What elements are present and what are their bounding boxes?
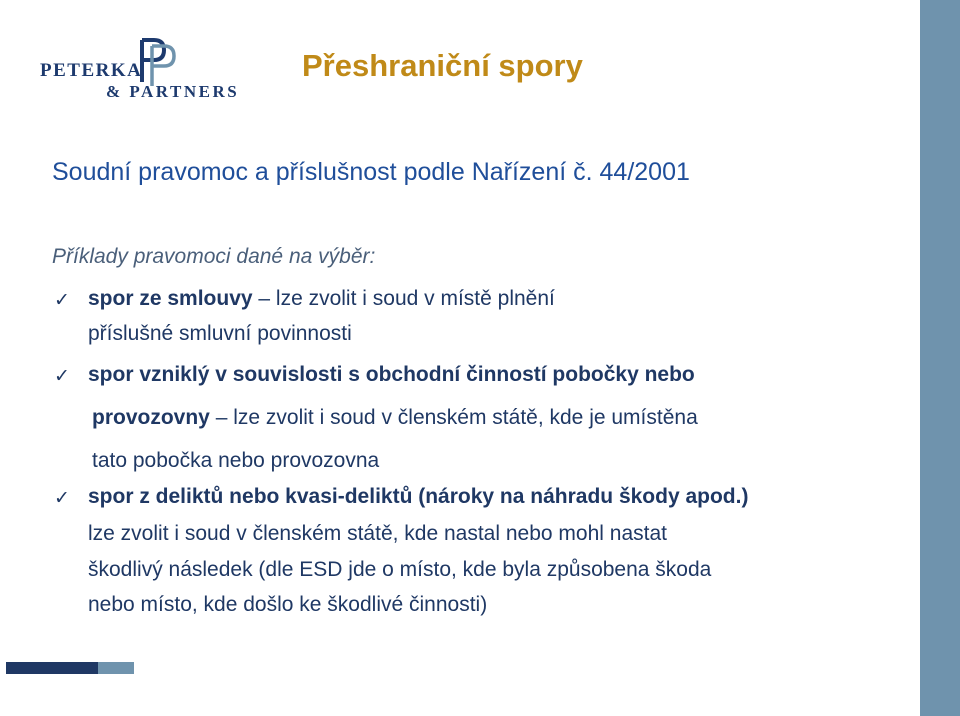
item-2-bold-1: spor vzniklý v souvislosti s obchodní činností pobočky nebo: [88, 363, 695, 386]
item-1-line-2: příslušné smluvní povinnosti: [88, 322, 352, 345]
item-3-line-2: lze zvolit i soud v členském státě, kde nastal nebo mohl nastat: [88, 522, 667, 545]
item-1-rest: – lze zvolit i soud v místě plnění: [252, 287, 555, 310]
item-2-bold-2: provozovny: [92, 406, 210, 429]
right-accent-bar: [920, 0, 960, 716]
pp-monogram-icon: [138, 38, 178, 88]
item-3-bold: spor z deliktů nebo kvasi-deliktů (nároky na náhradu škody apod.): [88, 485, 749, 508]
slide-subtitle: Soudní pravomoc a příslušnost podle Nařízení č. 44/2001: [52, 158, 690, 186]
item-3-line-1: [88, 485, 748, 509]
checkmark-icon: ✓: [54, 290, 70, 311]
checkmark-icon: ✓: [54, 488, 70, 509]
item-2-line-1: [88, 363, 695, 387]
logo-text-partners: & PARTNERS: [106, 82, 240, 101]
company-logo: [40, 38, 270, 100]
item-2-line-2: [92, 406, 698, 430]
item-2-line-3: tato pobočka nebo provozovna: [92, 449, 380, 472]
item-1-bold: spor ze smlouvy: [88, 287, 253, 310]
intro-text: Příklady pravomoci dané na výběr:: [52, 245, 376, 268]
item-3-line-4: nebo místo, kde došlo ke škodlivé činnosti): [88, 593, 488, 616]
slide-title: Přeshraniční spory: [302, 48, 583, 83]
footer-bar-dark: [6, 662, 98, 674]
item-3-line-3: škodlivý následek (dle ESD jde o místo, kde byla způsobena škoda: [88, 558, 712, 581]
footer-bar-light: [98, 662, 134, 674]
item-2-rest: – lze zvolit i soud v členském státě, kde je umístěna: [209, 406, 698, 429]
logo-text-peterka: PETERKA: [40, 60, 143, 81]
item-1-line-1: [88, 287, 555, 311]
checkmark-icon: ✓: [54, 366, 70, 387]
